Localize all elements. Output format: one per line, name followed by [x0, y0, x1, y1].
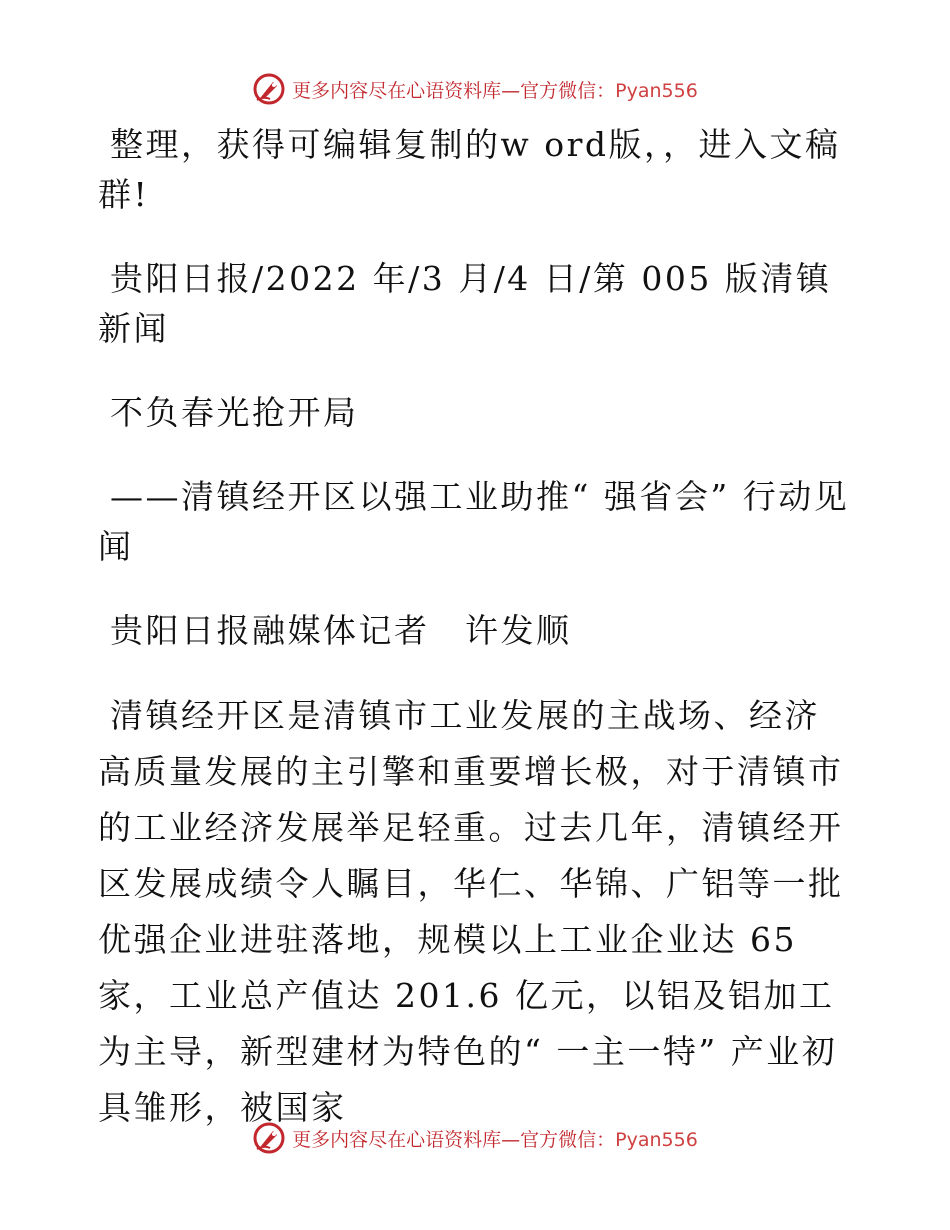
watermark-text: 更多内容尽在心语资料库—官方微信： — [292, 1128, 616, 1151]
paragraph-intro: 整理，获得可编辑复制的w ord版，，进入文稿群! — [98, 125, 841, 214]
watermark-account: Pyan556 — [615, 79, 698, 102]
watermark-account: Pyan556 — [615, 1128, 698, 1151]
footer-watermark — [0, 1121, 950, 1155]
article-byline: 贵阳日报融媒体记者 许发顺 — [110, 611, 572, 650]
pen-nib-logo-icon — [252, 1121, 286, 1155]
article-subtitle: ——清镇经开区以强工业助推“ 强省会” 行动见闻 — [98, 477, 850, 566]
pen-nib-logo-icon — [252, 72, 286, 106]
header-watermark — [0, 72, 950, 106]
article-body-paragraph: 清镇经开区是清镇市工业发展的主战场、经济高质量发展的主引擎和重要增长极，对于清镇市的工业经济发展举足轻重。过去几年，清镇经开区发展成绩令人瞩目，华仁、华锦、广铝等一批优强企业进驻落地，规模以上工业企业达 65 家，工业总产值达 201.6 亿元，以铝及铝加工为主导，新型建材为特色的“ 一主一特” 产业初具雏形，被国家 — [98, 696, 844, 1127]
watermark-text: 更多内容尽在心语资料库—官方微信： — [292, 79, 616, 102]
paragraph-source: 贵阳日报/2022 年/3 月/4 日/第 005 版清镇新闻 — [98, 259, 832, 348]
document-body — [98, 120, 850, 1136]
article-title: 不负春光抢开局 — [110, 393, 359, 432]
